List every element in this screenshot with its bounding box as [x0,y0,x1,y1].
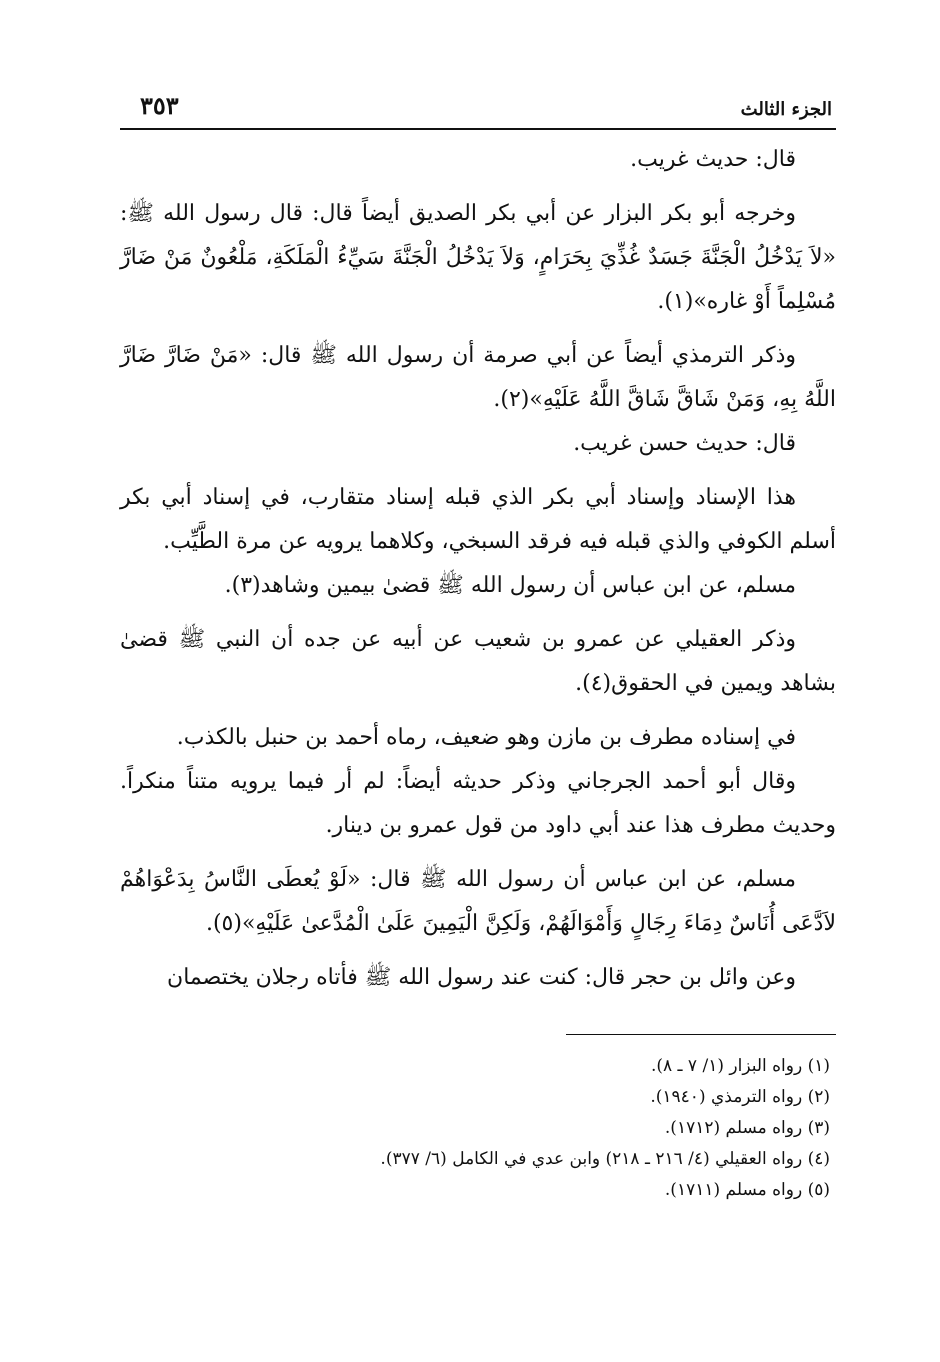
footnote: (١) رواه البزار (١/ ٧ ـ ٨). [650,1056,830,1076]
paragraph: وعن وائل بن حجر قال: كنت عند رسول الله ﷺ فأتاه رجلان يختصمان [167,965,796,990]
footnote: (٥) رواه مسلم (١٧١١). [664,1180,830,1200]
footnote: (٢) رواه الترمذي (١٩٤٠). [650,1087,830,1107]
book-page [120,88,836,1322]
page-number: ٣٥٣ [140,91,179,120]
footnote-separator-wrap [120,1000,836,1051]
main-text [120,138,836,1000]
page-header [120,88,836,130]
paragraph: قال: حديث حسن غريب. [573,431,796,456]
paragraph: قال: حديث غريب. [630,147,796,172]
footnote-separator [566,1034,836,1035]
footnote: (٣) رواه مسلم (١٧١٢). [664,1118,830,1138]
running-head: الجزء الثالث [740,99,832,120]
paragraph: مسلم، عن ابن عباس أن رسول الله ﷺ قضىٰ بيمين وشاهد(٣). [224,573,796,598]
paragraph: وذكر العقيلي عن عمرو بن شعيب عن أبيه عن جده أن النبي ﷺ قضىٰ بشاهد ويمين في الحقوق(٤). [120,627,836,696]
paragraph: وخرجه أبو بكر البزار عن أبي بكر الصديق أيضاً قال: قال رسول الله ﷺ: «لاَ يَدْخُلُ الْجَنَّةَ جَسَدٌ غُذِّيَ بِحَرَامٍ، وَلاَ يَدْخُلُ الْجَنَّةَ سَيِّءُ الْمَلَكَةِ، مَلْعُونٌ مَنْ ضَارَّ مُسْلِماً أَوْ غاره»(١). [120,201,836,314]
footnotes [120,1051,836,1206]
footnote: (٤) رواه العقيلي (٤/ ٢١٦ ـ ٢١٨) وابن عدي في الكامل (٦/ ٣٧٧). [380,1149,830,1169]
paragraph: وذكر الترمذي أيضاً عن أبي صرمة أن رسول الله ﷺ قال: «مَنْ ضَارَّ ضَارَّ اللَّهُ بِهِ، وَمَنْ شَاقَّ شَاقَّ اللَّهُ عَلَيْهِ»(٢). [120,343,836,412]
paragraph: وقال أبو أحمد الجرجاني وذكر حديثه أيضاً: لم أر فيما يرويه متناً منكراً. وحديث مطرف هذا عند أبي داود من قول عمرو بن دينار. [120,769,836,838]
paragraph: في إسناده مطرف بن مازن وهو ضعيف، رماه أحمد بن حنبل بالكذب. [176,725,796,750]
paragraph: مسلم، عن ابن عباس أن رسول الله ﷺ قال: «لَوْ يُعطَى النَّاسُ بِدَعْوَاهُمْ لاَدَّعَى أُنَاسٌ دِمَاءَ رِجَالٍ وَأَمْوَالَهُمْ، وَلَكِنَّ الْيَمِينَ عَلَىٰ الْمُدَّعىٰ عَلَيْهِ»(٥). [120,867,836,936]
paragraph: هذا الإسناد وإسناد أبي بكر الذي قبله إسناد متقارب، في إسناد أبي بكر أسلم الكوفي والذي قبله فيه فرقد السبخي، وكلاهما يرويه عن مرة الطَّيِّب. [120,485,836,554]
